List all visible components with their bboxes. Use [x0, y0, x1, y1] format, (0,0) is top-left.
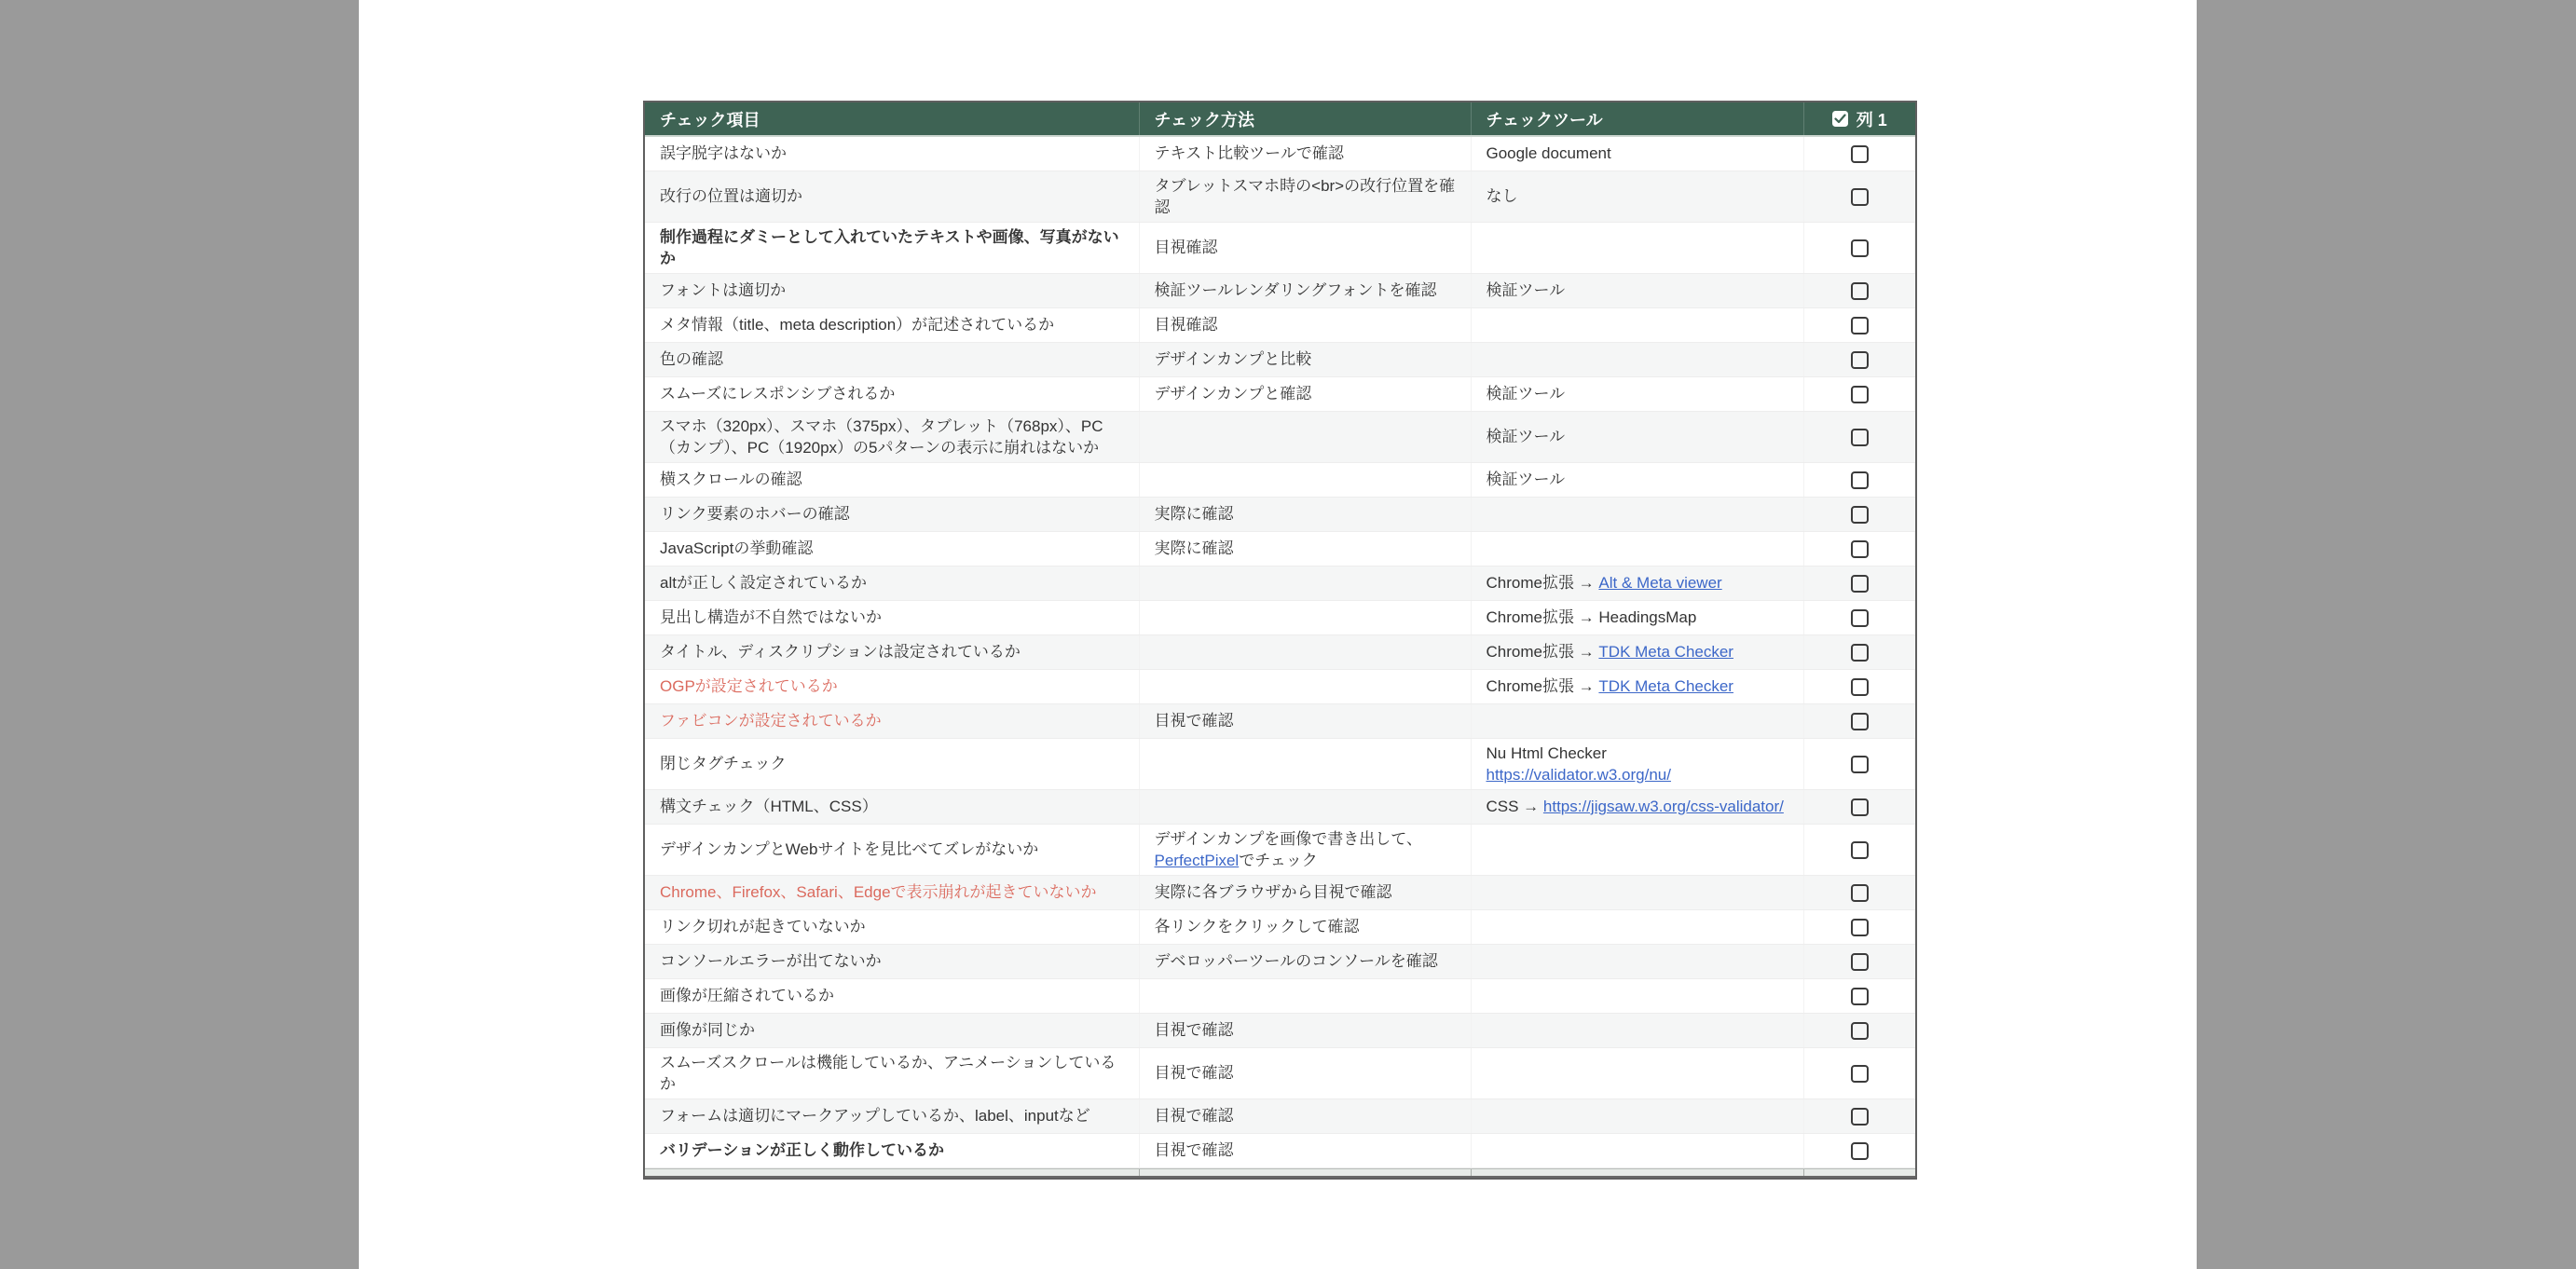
- checkbox-cell: [1803, 634, 1915, 669]
- horizontal-scrollbar-track[interactable]: [645, 1168, 1915, 1178]
- check-tool-cell: [1471, 222, 1803, 273]
- column-header-item: チェック項目: [645, 102, 1139, 136]
- check-item-text: デザインカンプとWebサイトを見比べてズレがないか: [660, 840, 1039, 858]
- check-method-cell: [1139, 1133, 1471, 1167]
- header-row: [645, 102, 1915, 136]
- check-method-cell: [1139, 944, 1471, 978]
- checkbox-cell: [1803, 978, 1915, 1013]
- table-row: [645, 669, 1915, 703]
- check-tool-cell: [1471, 789, 1803, 824]
- table-row: [645, 136, 1915, 171]
- check-method-cell: [1139, 738, 1471, 789]
- table-row: [645, 1013, 1915, 1047]
- check-item-text: 誤字脱字はないか: [660, 144, 787, 163]
- check-item-text: 色の確認: [660, 350, 723, 368]
- check-tool-text: Chrome拡張 →: [1486, 677, 1599, 695]
- table-row: [645, 273, 1915, 307]
- check-tool-cell: [1471, 824, 1803, 875]
- checkbox-cell: [1803, 909, 1915, 944]
- check-tool-link[interactable]: https://jigsaw.w3.org/css-validator/: [1542, 798, 1784, 815]
- check-item-cell: [645, 462, 1139, 497]
- check-method-cell: [1139, 875, 1471, 909]
- check-method-text: でチェック: [1239, 851, 1318, 869]
- check-method-text: 実際に確認: [1154, 539, 1234, 557]
- checkbox-cell: [1803, 1098, 1915, 1133]
- row-checkbox[interactable]: [1851, 988, 1869, 1005]
- checkbox-cell: [1803, 789, 1915, 824]
- row-checkbox[interactable]: [1851, 1065, 1869, 1083]
- check-tool-cell: [1471, 978, 1803, 1013]
- table-row: [645, 1133, 1915, 1167]
- row-checkbox[interactable]: [1851, 575, 1869, 593]
- checkbox-cell: [1803, 273, 1915, 307]
- check-method-cell: [1139, 909, 1471, 944]
- row-checkbox[interactable]: [1851, 756, 1869, 773]
- checkbox-cell: [1803, 307, 1915, 342]
- check-tool-cell: [1471, 1047, 1803, 1098]
- check-item-text: 画像が圧縮されているか: [660, 987, 834, 1004]
- table-row: [645, 566, 1915, 600]
- checklist-grid: [645, 102, 1915, 1168]
- check-method-cell: [1139, 497, 1471, 531]
- check-item-text: 制作過程にダミーとして入れていたテキストや画像、写真がないか: [660, 227, 1119, 267]
- check-item-cell: [645, 411, 1139, 462]
- check-method-cell: [1139, 1098, 1471, 1133]
- check-tool-cell: [1471, 600, 1803, 634]
- check-method-cell: [1139, 978, 1471, 1013]
- checkbox-cell: [1803, 566, 1915, 600]
- check-item-cell: [645, 875, 1139, 909]
- row-checkbox[interactable]: [1851, 188, 1869, 206]
- check-tool-cell: [1471, 566, 1803, 600]
- checkbox-cell: [1803, 944, 1915, 978]
- checkbox-cell: [1803, 136, 1915, 171]
- checkbox-cell: [1803, 171, 1915, 222]
- check-method-cell: [1139, 703, 1471, 738]
- check-tool-link[interactable]: TDK Meta Checker: [1598, 677, 1733, 695]
- table-row: [645, 738, 1915, 789]
- row-checkbox[interactable]: [1851, 386, 1869, 403]
- row-checkbox[interactable]: [1851, 317, 1869, 334]
- checkbox-cell: [1803, 1047, 1915, 1098]
- check-tool-cell: [1471, 307, 1803, 342]
- check-tool-link[interactable]: https://validator.w3.org/nu/: [1486, 765, 1671, 784]
- table-row: [645, 944, 1915, 978]
- scrollbar-divider: [1803, 1169, 1804, 1176]
- check-item-text: 画像が同じか: [660, 1021, 755, 1039]
- check-tool-text: Chrome拡張 → HeadingsMap: [1486, 608, 1697, 626]
- check-tool-cell: [1471, 376, 1803, 411]
- check-item-cell: [645, 136, 1139, 171]
- check-item-cell: [645, 307, 1139, 342]
- check-item-cell: [645, 703, 1139, 738]
- checkbox-cell: [1803, 824, 1915, 875]
- check-method-cell: [1139, 307, 1471, 342]
- table-row: [645, 1047, 1915, 1098]
- table-row: [645, 875, 1915, 909]
- checkbox-cell: [1803, 669, 1915, 703]
- check-item-cell: [645, 978, 1139, 1013]
- check-method-text: 各リンクをクリックして確認: [1154, 918, 1360, 935]
- check-tool-link[interactable]: Alt & Meta viewer: [1598, 574, 1722, 592]
- check-method-cell: [1139, 136, 1471, 171]
- table-row: [645, 222, 1915, 273]
- check-item-text: 横スクロールの確認: [660, 471, 802, 488]
- check-item-text: OGPが設定されているか: [660, 677, 838, 695]
- checkbox-cell: [1803, 1133, 1915, 1167]
- check-method-cell: [1139, 600, 1471, 634]
- table-row: [645, 1098, 1915, 1133]
- check-item-cell: [645, 497, 1139, 531]
- table-row: [645, 824, 1915, 875]
- column-header-method: チェック方法: [1139, 102, 1471, 136]
- check-method-text: 目視確認: [1154, 316, 1218, 334]
- check-tool-link[interactable]: TDK Meta Checker: [1598, 643, 1733, 661]
- check-tool-cell: [1471, 497, 1803, 531]
- check-method-text: テキスト比較ツールで確認: [1154, 144, 1344, 163]
- check-method-cell: [1139, 342, 1471, 376]
- check-item-text: altが正しく設定されているか: [660, 574, 867, 592]
- check-method-cell: [1139, 222, 1471, 273]
- row-checkbox[interactable]: [1851, 919, 1869, 936]
- check-tool-text: 検証ツール: [1486, 281, 1566, 299]
- check-item-text: 改行の位置は適切か: [660, 187, 802, 205]
- row-checkbox[interactable]: [1851, 471, 1869, 489]
- table-row: [645, 789, 1915, 824]
- check-tool-text: Google document: [1486, 144, 1611, 163]
- check-method-text: 実際に確認: [1154, 505, 1234, 523]
- check-tool-text: なし: [1486, 187, 1518, 205]
- check-item-text: 見出し構造が不自然ではないか: [660, 608, 882, 626]
- check-item-cell: [645, 376, 1139, 411]
- column-header-check-label: 列 1: [1856, 110, 1887, 130]
- check-item-cell: [645, 531, 1139, 566]
- column-header-tool: チェックツール: [1471, 102, 1803, 136]
- check-method-text: デザインカンプを画像で書き出して、: [1154, 829, 1422, 848]
- check-tool-cell: [1471, 411, 1803, 462]
- checkbox-cell: [1803, 1013, 1915, 1047]
- check-method-cell: [1139, 789, 1471, 824]
- check-item-text: リンク要素のホバーの確認: [660, 505, 850, 523]
- check-tool-cell: [1471, 531, 1803, 566]
- check-item-text: 閉じタグチェック: [660, 755, 787, 772]
- check-item-text: バリデーションが正しく動作しているか: [660, 1141, 944, 1159]
- column-header-check: [1803, 102, 1915, 136]
- row-checkbox[interactable]: [1851, 713, 1869, 730]
- row-checkbox[interactable]: [1851, 282, 1869, 300]
- check-item-text: フォームは適切にマークアップしているか、label、inputなど: [660, 1107, 1090, 1125]
- check-method-text: 目視確認: [1154, 239, 1218, 256]
- check-item-text: リンク切れが起きていないか: [660, 918, 866, 935]
- check-tool-text: Nu Html Checker: [1486, 744, 1607, 762]
- check-item-text: Chrome、Firefox、Safari、Edgeで表示崩れが起きていないか: [660, 883, 1097, 901]
- row-checkbox[interactable]: [1851, 145, 1869, 163]
- check-tool-cell: [1471, 944, 1803, 978]
- check-method-link[interactable]: PerfectPixel: [1154, 851, 1240, 869]
- check-tool-cell: [1471, 738, 1803, 789]
- row-checkbox[interactable]: [1851, 351, 1869, 369]
- check-method-text: デベロッパーツールのコンソールを確認: [1154, 952, 1438, 970]
- check-tool-text: 検証ツール: [1486, 428, 1566, 445]
- row-checkbox[interactable]: [1851, 429, 1869, 446]
- row-checkbox[interactable]: [1851, 884, 1869, 902]
- check-item-cell: [645, 669, 1139, 703]
- checklist-table: [643, 101, 1917, 1180]
- check-tool-cell: [1471, 909, 1803, 944]
- check-method-cell: [1139, 171, 1471, 222]
- check-method-cell: [1139, 824, 1471, 875]
- check-tool-cell: [1471, 136, 1803, 171]
- check-method-text: 検証ツールレンダリングフォントを確認: [1154, 281, 1437, 299]
- check-item-text: メタ情報（title、meta description）が記述されているか: [660, 316, 1055, 334]
- check-item-text: ファビコンが設定されているか: [660, 712, 882, 730]
- check-tool-cell: [1471, 462, 1803, 497]
- check-tool-cell: [1471, 1098, 1803, 1133]
- check-item-cell: [645, 273, 1139, 307]
- checkbox-cell: [1803, 462, 1915, 497]
- check-tool-cell: [1471, 875, 1803, 909]
- scrollbar-divider: [1471, 1169, 1472, 1176]
- checkbox-cell: [1803, 497, 1915, 531]
- check-item-cell: [645, 1013, 1139, 1047]
- check-method-text: 目視で確認: [1154, 1064, 1234, 1082]
- checkbox-cell: [1803, 222, 1915, 273]
- check-item-cell: [645, 1047, 1139, 1098]
- check-method-text: 目視で確認: [1154, 712, 1234, 730]
- check-method-text: デザインカンプと比較: [1154, 350, 1312, 368]
- check-method-text: 実際に各ブラウザから目視で確認: [1154, 883, 1392, 901]
- check-item-cell: [645, 1098, 1139, 1133]
- check-item-cell: [645, 600, 1139, 634]
- check-tool-cell: [1471, 273, 1803, 307]
- table-row: [645, 909, 1915, 944]
- scrollbar-divider: [1139, 1169, 1140, 1176]
- check-method-text: 目視で確認: [1154, 1107, 1234, 1125]
- check-tool-text: Chrome拡張 →: [1486, 574, 1599, 592]
- check-method-cell: [1139, 1047, 1471, 1098]
- checkbox-cell: [1803, 411, 1915, 462]
- check-method-cell: [1139, 1013, 1471, 1047]
- check-method-cell: [1139, 376, 1471, 411]
- table-row: [645, 497, 1915, 531]
- row-checkbox[interactable]: [1851, 1108, 1869, 1126]
- check-method-cell: [1139, 462, 1471, 497]
- checkbox-cell: [1803, 738, 1915, 789]
- document-page: [359, 0, 2197, 1269]
- row-checkbox[interactable]: [1851, 953, 1869, 971]
- row-checkbox[interactable]: [1851, 239, 1869, 257]
- table-row: [645, 171, 1915, 222]
- checkbox-cell: [1803, 703, 1915, 738]
- row-checkbox[interactable]: [1851, 798, 1869, 816]
- check-tool-cell: [1471, 703, 1803, 738]
- checkbox-cell: [1803, 600, 1915, 634]
- check-item-cell: [645, 171, 1139, 222]
- row-checkbox[interactable]: [1851, 841, 1869, 859]
- check-method-cell: [1139, 634, 1471, 669]
- table-row: [645, 634, 1915, 669]
- check-method-cell: [1139, 566, 1471, 600]
- table-row: [645, 411, 1915, 462]
- row-checkbox[interactable]: [1851, 540, 1869, 558]
- check-tool-text: Chrome拡張 →: [1486, 643, 1599, 661]
- check-method-cell: [1139, 669, 1471, 703]
- check-tool-cell: [1471, 1133, 1803, 1167]
- check-item-text: 構文チェック（HTML、CSS）: [660, 798, 878, 815]
- check-method-text: タブレットスマホ時の<br>の改行位置を確認: [1154, 176, 1456, 216]
- check-method-cell: [1139, 273, 1471, 307]
- check-item-cell: [645, 222, 1139, 273]
- table-row: [645, 978, 1915, 1013]
- table-row: [645, 703, 1915, 738]
- check-item-text: コンソールエラーが出てないか: [660, 952, 882, 970]
- table-row: [645, 342, 1915, 376]
- checkbox-cell: [1803, 342, 1915, 376]
- row-checkbox[interactable]: [1851, 644, 1869, 662]
- check-item-cell: [645, 909, 1139, 944]
- check-method-text: 目視で確認: [1154, 1141, 1234, 1159]
- check-item-text: スムーズスクロールは機能しているか、アニメーションしているか: [660, 1053, 1117, 1093]
- check-item-cell: [645, 1133, 1139, 1167]
- table-row: [645, 307, 1915, 342]
- check-method-cell: [1139, 411, 1471, 462]
- check-item-cell: [645, 738, 1139, 789]
- check-item-cell: [645, 634, 1139, 669]
- check-tool-cell: [1471, 342, 1803, 376]
- checkbox-cell: [1803, 531, 1915, 566]
- check-item-text: JavaScriptの挙動確認: [660, 539, 814, 557]
- check-tool-text: 検証ツール: [1486, 385, 1566, 403]
- check-item-text: タイトル、ディスクリプションは設定されているか: [660, 643, 1021, 661]
- check-tool-cell: [1471, 669, 1803, 703]
- checkbox-cell: [1803, 376, 1915, 411]
- check-method-text: 目視で確認: [1154, 1021, 1234, 1039]
- check-item-cell: [645, 944, 1139, 978]
- check-tool-cell: [1471, 1013, 1803, 1047]
- table-row: [645, 376, 1915, 411]
- check-item-text: フォントは適切か: [660, 281, 787, 299]
- check-tool-cell: [1471, 171, 1803, 222]
- checkbox-cell: [1803, 875, 1915, 909]
- check-item-cell: [645, 789, 1139, 824]
- check-item-text: スムーズにレスポンシブされるか: [660, 385, 896, 403]
- check-item-cell: [645, 824, 1139, 875]
- row-checkbox[interactable]: [1851, 609, 1869, 627]
- row-checkbox[interactable]: [1851, 506, 1869, 524]
- check-method-cell: [1139, 531, 1471, 566]
- check-item-cell: [645, 566, 1139, 600]
- table-row: [645, 531, 1915, 566]
- check-item-cell: [645, 342, 1139, 376]
- check-item-text: スマホ（320px）、スマホ（375px）、タブレット（768px）、PC（カンプ）、PC（1920px）の5パターンの表示に崩れはないか: [660, 416, 1103, 457]
- check-tool-text: CSS →: [1486, 798, 1543, 815]
- check-tool-text: 検証ツール: [1486, 471, 1566, 488]
- table-row: [645, 462, 1915, 497]
- checked-checkbox-icon: [1832, 111, 1848, 127]
- table-row: [645, 600, 1915, 634]
- check-method-text: デザインカンプと確認: [1154, 385, 1312, 403]
- row-checkbox[interactable]: [1851, 678, 1869, 696]
- row-checkbox[interactable]: [1851, 1142, 1869, 1160]
- check-tool-cell: [1471, 634, 1803, 669]
- row-checkbox[interactable]: [1851, 1022, 1869, 1040]
